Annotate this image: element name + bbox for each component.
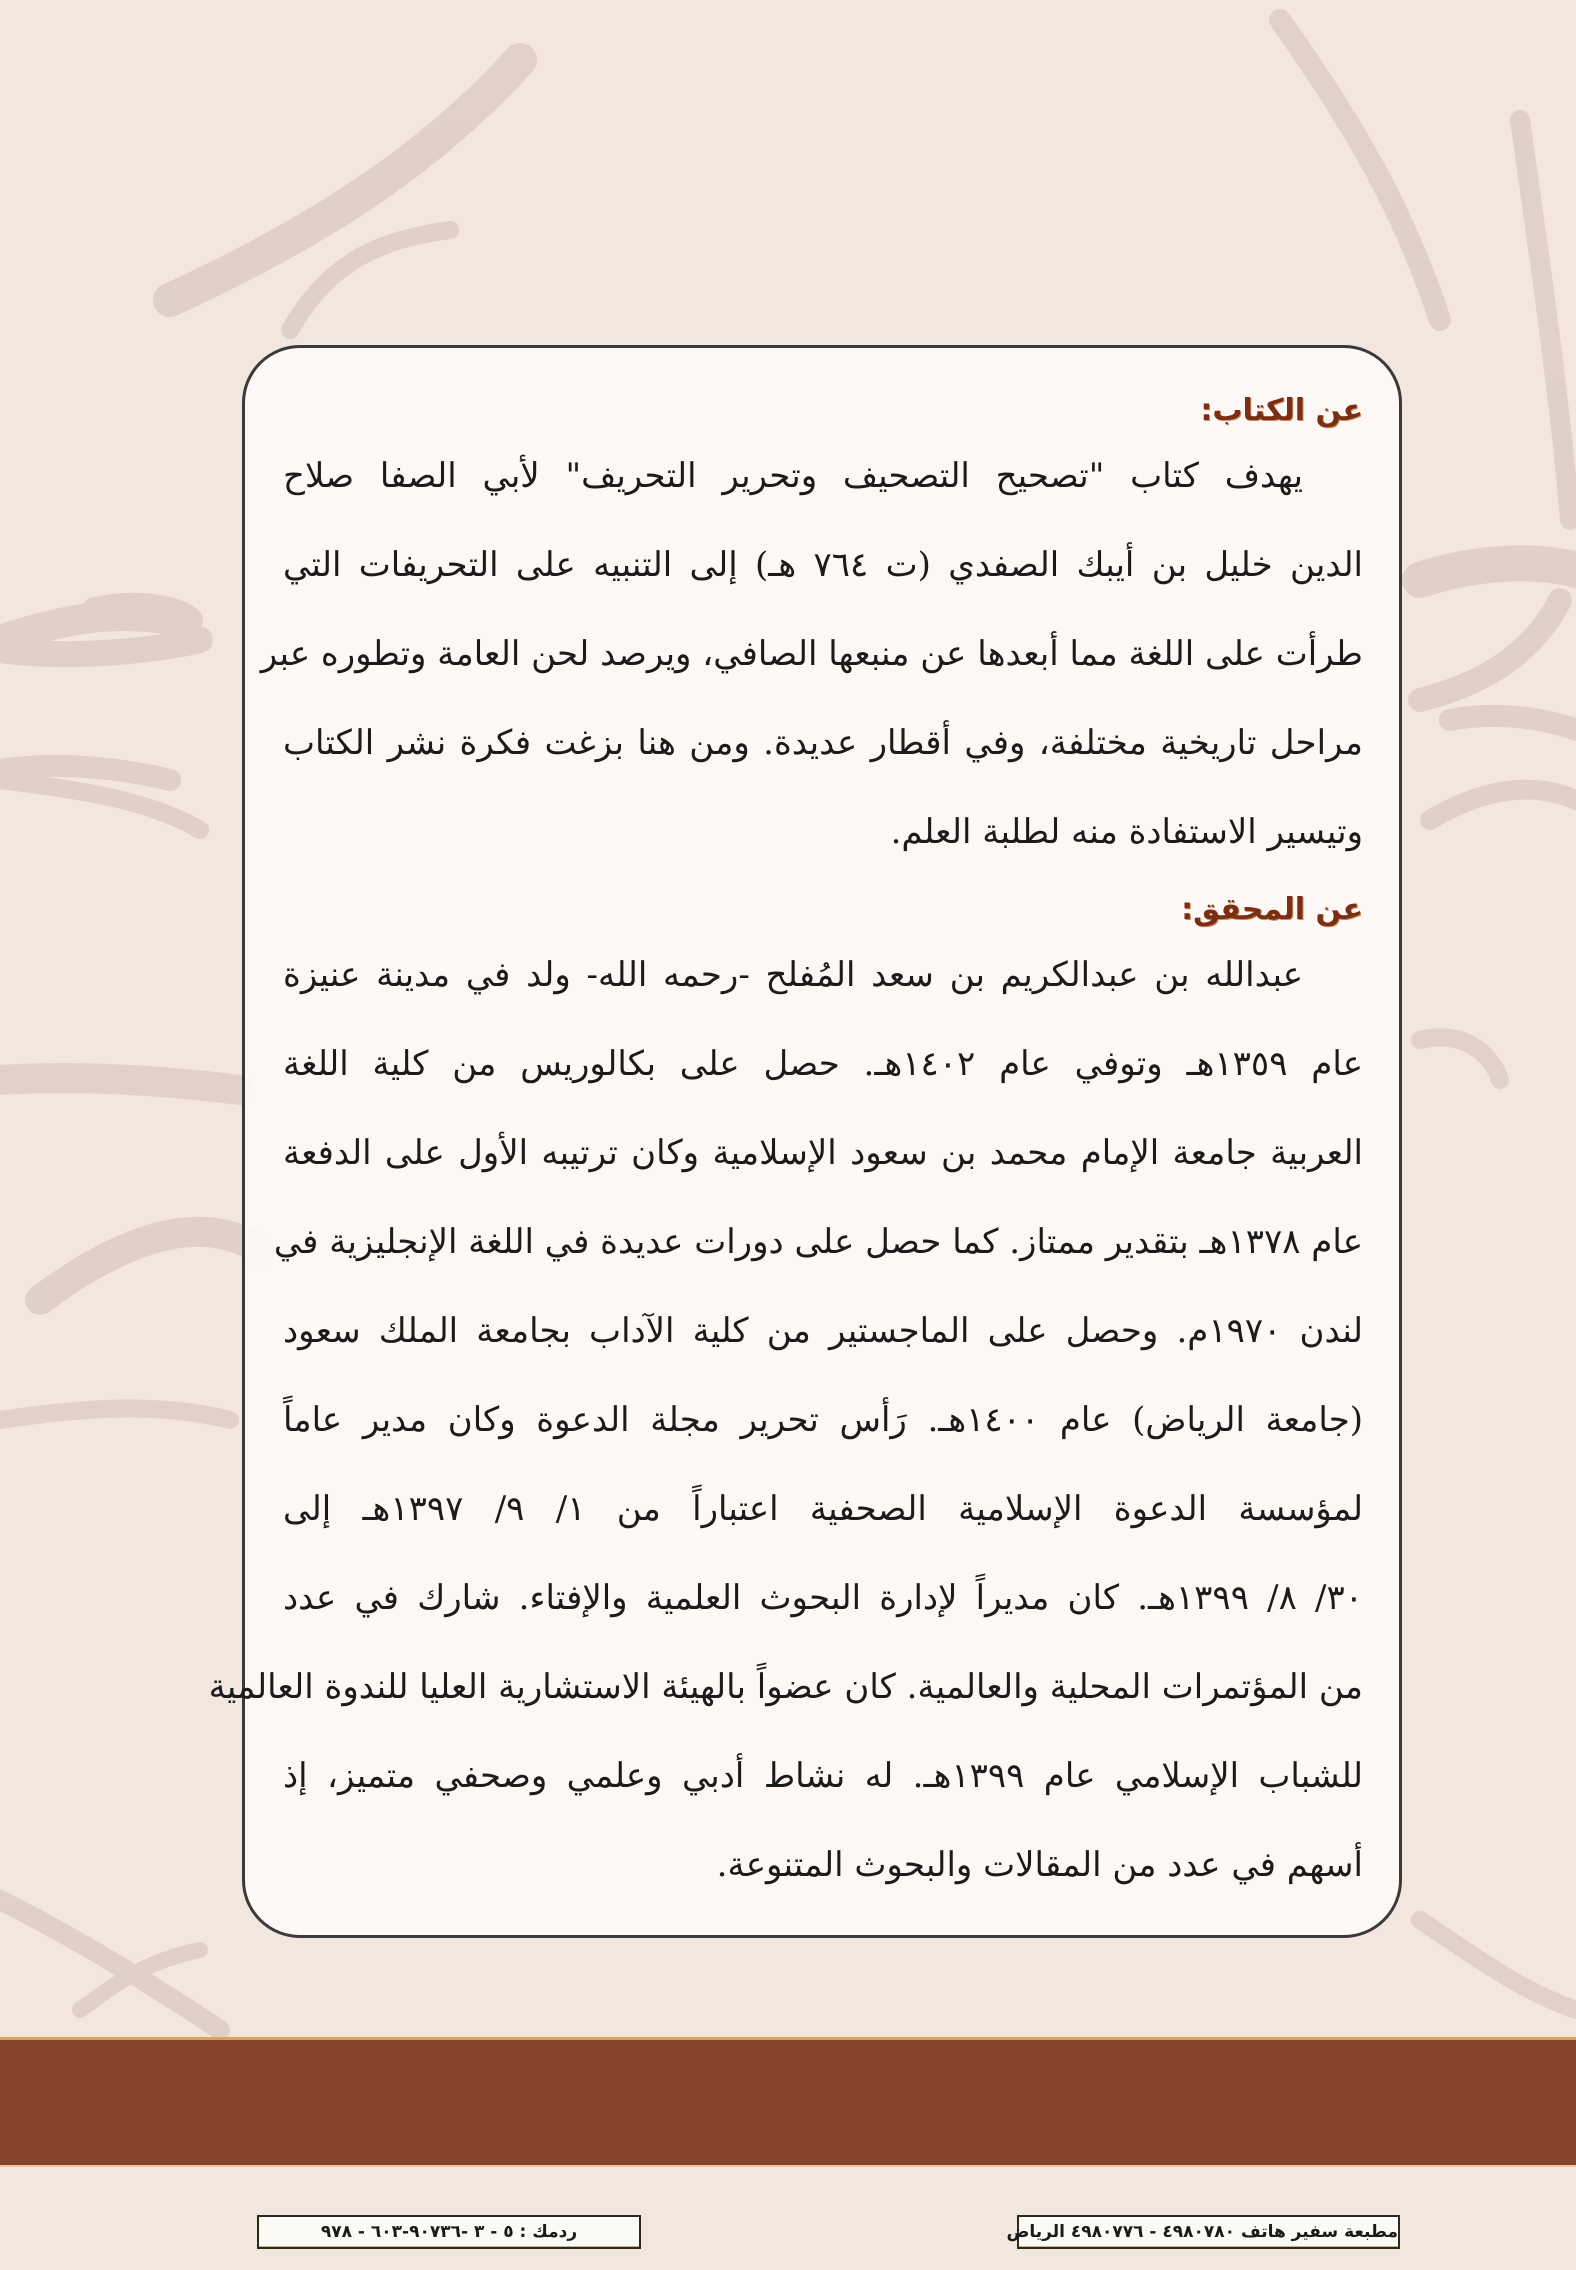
calligraphy-stroke — [0, 616, 170, 640]
text-line: عام ١٣٥٩هـ وتوفي عام ١٤٠٢هـ. حصل على بكالوريس من كلية اللغة — [283, 1044, 1363, 1084]
calligraphy-stroke — [1420, 1920, 1576, 2010]
about-book-text — [260, 432, 1363, 877]
calligraphy-stroke — [0, 640, 200, 654]
calligraphy-stroke — [1420, 1037, 1500, 1080]
calligraphy-stroke — [290, 230, 450, 330]
calligraphy-stroke — [1420, 563, 1576, 580]
calligraphy-stroke — [0, 1078, 240, 1090]
calligraphy-stroke — [1420, 600, 1560, 700]
calligraphy-stroke — [40, 1232, 260, 1300]
info-box — [208, 345, 1402, 1938]
text-line: (جامعة الرياض) عام ١٤٠٠هـ. رَأس تحرير مجلة الدعوة وكان مدير عاماً — [283, 1400, 1363, 1440]
calligraphy-stroke — [1450, 716, 1576, 730]
about-book-heading: عن الكتاب: — [1200, 393, 1363, 428]
calligraphy-stroke — [95, 606, 190, 620]
calligraphy-stroke — [0, 1900, 220, 2030]
text-line: عام ١٣٧٨هـ بتقدير ممتاز. كما حصل على دورات عديدة في اللغة الإنجليزية في — [273, 1222, 1363, 1262]
text-line: وتيسير الاستفادة منه لطلبة العلم. — [890, 812, 1363, 852]
isbn-label: ردمك : ٥ - ٣ -٩٠٧٣٦-٦٠٣ - ٩٧٨ — [257, 2215, 641, 2249]
calligraphy-stroke — [1430, 790, 1576, 820]
text-line: ٣٠/ ٨/ ١٣٩٩هـ. كان مديراً لإدارة البحوث العلمية والإفتاء. شارك في عدد — [283, 1578, 1363, 1618]
text-line: لندن ١٩٧٠م. وحصل على الماجستير من كلية الآداب بجامعة الملك سعود — [283, 1311, 1363, 1351]
calligraphy-stroke — [0, 1408, 230, 1420]
text-line: العربية جامعة الإمام محمد بن سعود الإسلامية وكان ترتيبه الأول على الدفعة — [283, 1133, 1363, 1173]
calligraphy-stroke — [1280, 20, 1440, 320]
about-editor-heading: عن المحقق: — [1181, 892, 1363, 927]
text-line: عبدالله بن عبدالكريم بن سعد المُفلح -رحمه الله- ولد في مدينة عنيزة — [283, 955, 1303, 995]
text-line: طرأت على اللغة مما أبعدها عن منبعها الصافي، ويرصد لحن العامة وتطوره عبر — [260, 634, 1363, 674]
about-editor-text — [208, 931, 1364, 1910]
text-line: من المؤتمرات المحلية والعالمية. كان عضواً بالهيئة الاستشارية العليا للندوة العالمية — [208, 1667, 1363, 1707]
text-line: أسهم في عدد من المقالات والبحوث المتنوعة. — [716, 1845, 1363, 1885]
text-line: يهدف كتاب "تصحيح التصحيف وتحرير التحريف" لأبي الصفا صلاح — [283, 456, 1303, 496]
text-line: للشباب الإسلامي عام ١٣٩٩هـ. له نشاط أدبي وعلمي وصحفي متميز، إذ — [283, 1756, 1363, 1796]
text-line: لمؤسسة الدعوة الإسلامية الصحفية اعتباراً من ١/ ٩/ ١٣٩٧هـ إلى — [283, 1489, 1364, 1529]
printer-label: مطبعة سفير هاتف ٤٩٨٠٧٨٠ - ٤٩٨٠٧٧٦ الرياض — [1017, 2215, 1400, 2249]
text-line: مراحل تاريخية مختلفة، وفي أقطار عديدة. ومن هنا بزغت فكرة نشر الكتاب — [283, 723, 1363, 763]
decorative-band — [0, 2037, 1576, 2167]
calligraphy-stroke — [1520, 120, 1570, 520]
text-line: الدين خليل بن أيبك الصفدي (ت ٧٦٤ هـ) إلى التنبيه على التحريفات التي — [283, 545, 1363, 585]
